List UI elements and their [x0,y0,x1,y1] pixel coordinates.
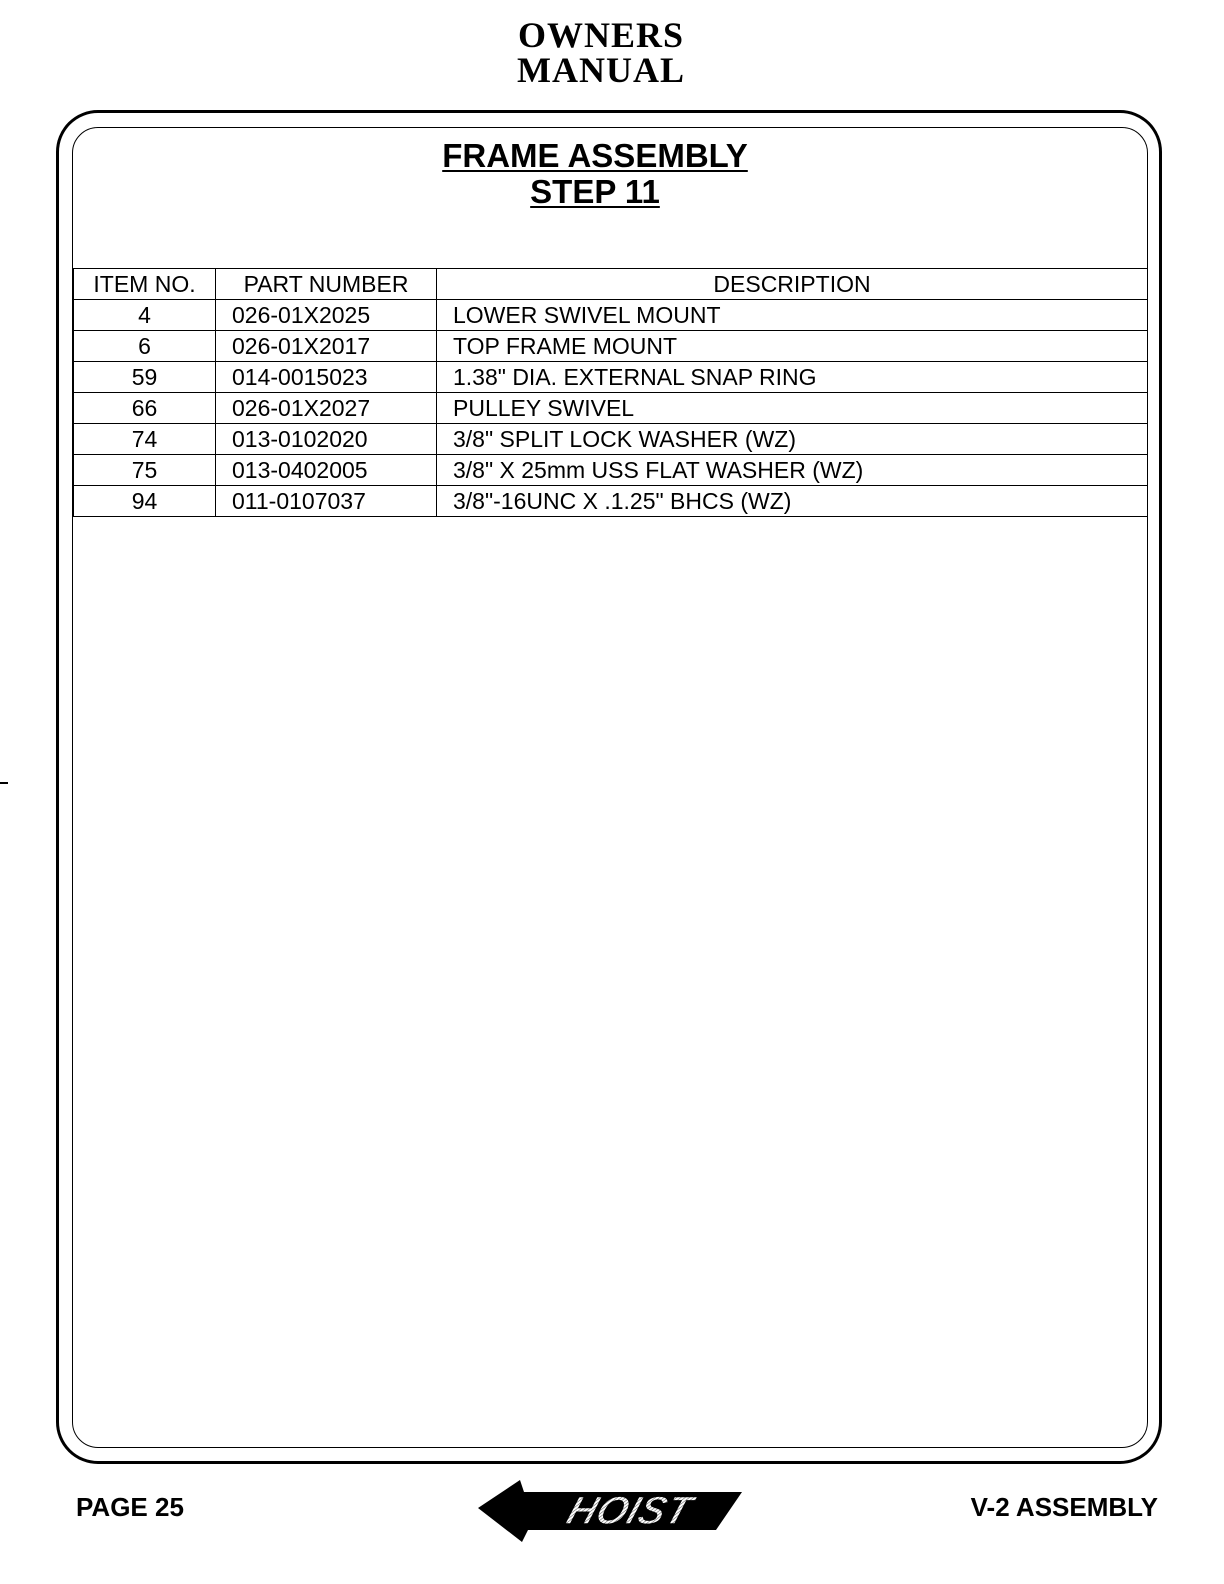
description-cell: 3/8" SPLIT LOCK WASHER (WZ) [437,424,1148,455]
table-row [74,362,1148,393]
column-header-part-number: PART NUMBER [216,269,437,300]
part-number-cell: 026-01X2017 [216,331,437,362]
description-cell: 1.38" DIA. EXTERNAL SNAP RING [437,362,1148,393]
part-number-cell: 013-0402005 [216,455,437,486]
description-cell: TOP FRAME MOUNT [437,331,1148,362]
table-row [74,393,1148,424]
table-row [74,424,1148,455]
description-cell: LOWER SWIVEL MOUNT [437,300,1148,331]
part-number-cell: 014-0015023 [216,362,437,393]
manual-title-line1: OWNERS [517,15,685,55]
item-number-cell: 75 [74,455,216,486]
table-row [74,331,1148,362]
section-title [72,138,1118,210]
description-cell: PULLEY SWIVEL [437,393,1148,424]
part-number-cell: 011-0107037 [216,486,437,517]
item-number-cell: 66 [74,393,216,424]
description-cell: 3/8"-16UNC X .1.25" BHCS (WZ) [437,486,1148,517]
table-row [74,300,1148,331]
section-title-line1: FRAME ASSEMBLY [442,137,748,174]
item-number-cell: 94 [74,486,216,517]
section-title-line2: STEP 11 [530,173,660,210]
manual-title-line2: MANUAL [517,50,685,90]
part-number-cell: 026-01X2025 [216,300,437,331]
page-number: PAGE 25 [76,1492,184,1522]
part-number-cell: 026-01X2027 [216,393,437,424]
column-header-description: DESCRIPTION [437,269,1148,300]
column-header-item-no: ITEM NO. [74,269,216,300]
item-number-cell: 59 [74,362,216,393]
logo-text: HOIST [561,1487,698,1533]
margin-tick-mark [0,782,8,784]
table-row [74,486,1148,517]
part-number-cell: 013-0102020 [216,424,437,455]
manual-title [0,15,1202,90]
item-number-cell: 6 [74,331,216,362]
parts-table [73,268,1148,517]
table-row [74,455,1148,486]
hoist-logo [476,1478,746,1544]
description-cell: 3/8" X 25mm USS FLAT WASHER (WZ) [437,455,1148,486]
table-header-row [74,269,1148,300]
model-label: V-2 ASSEMBLY [970,1492,1158,1522]
item-number-cell: 74 [74,424,216,455]
item-number-cell: 4 [74,300,216,331]
